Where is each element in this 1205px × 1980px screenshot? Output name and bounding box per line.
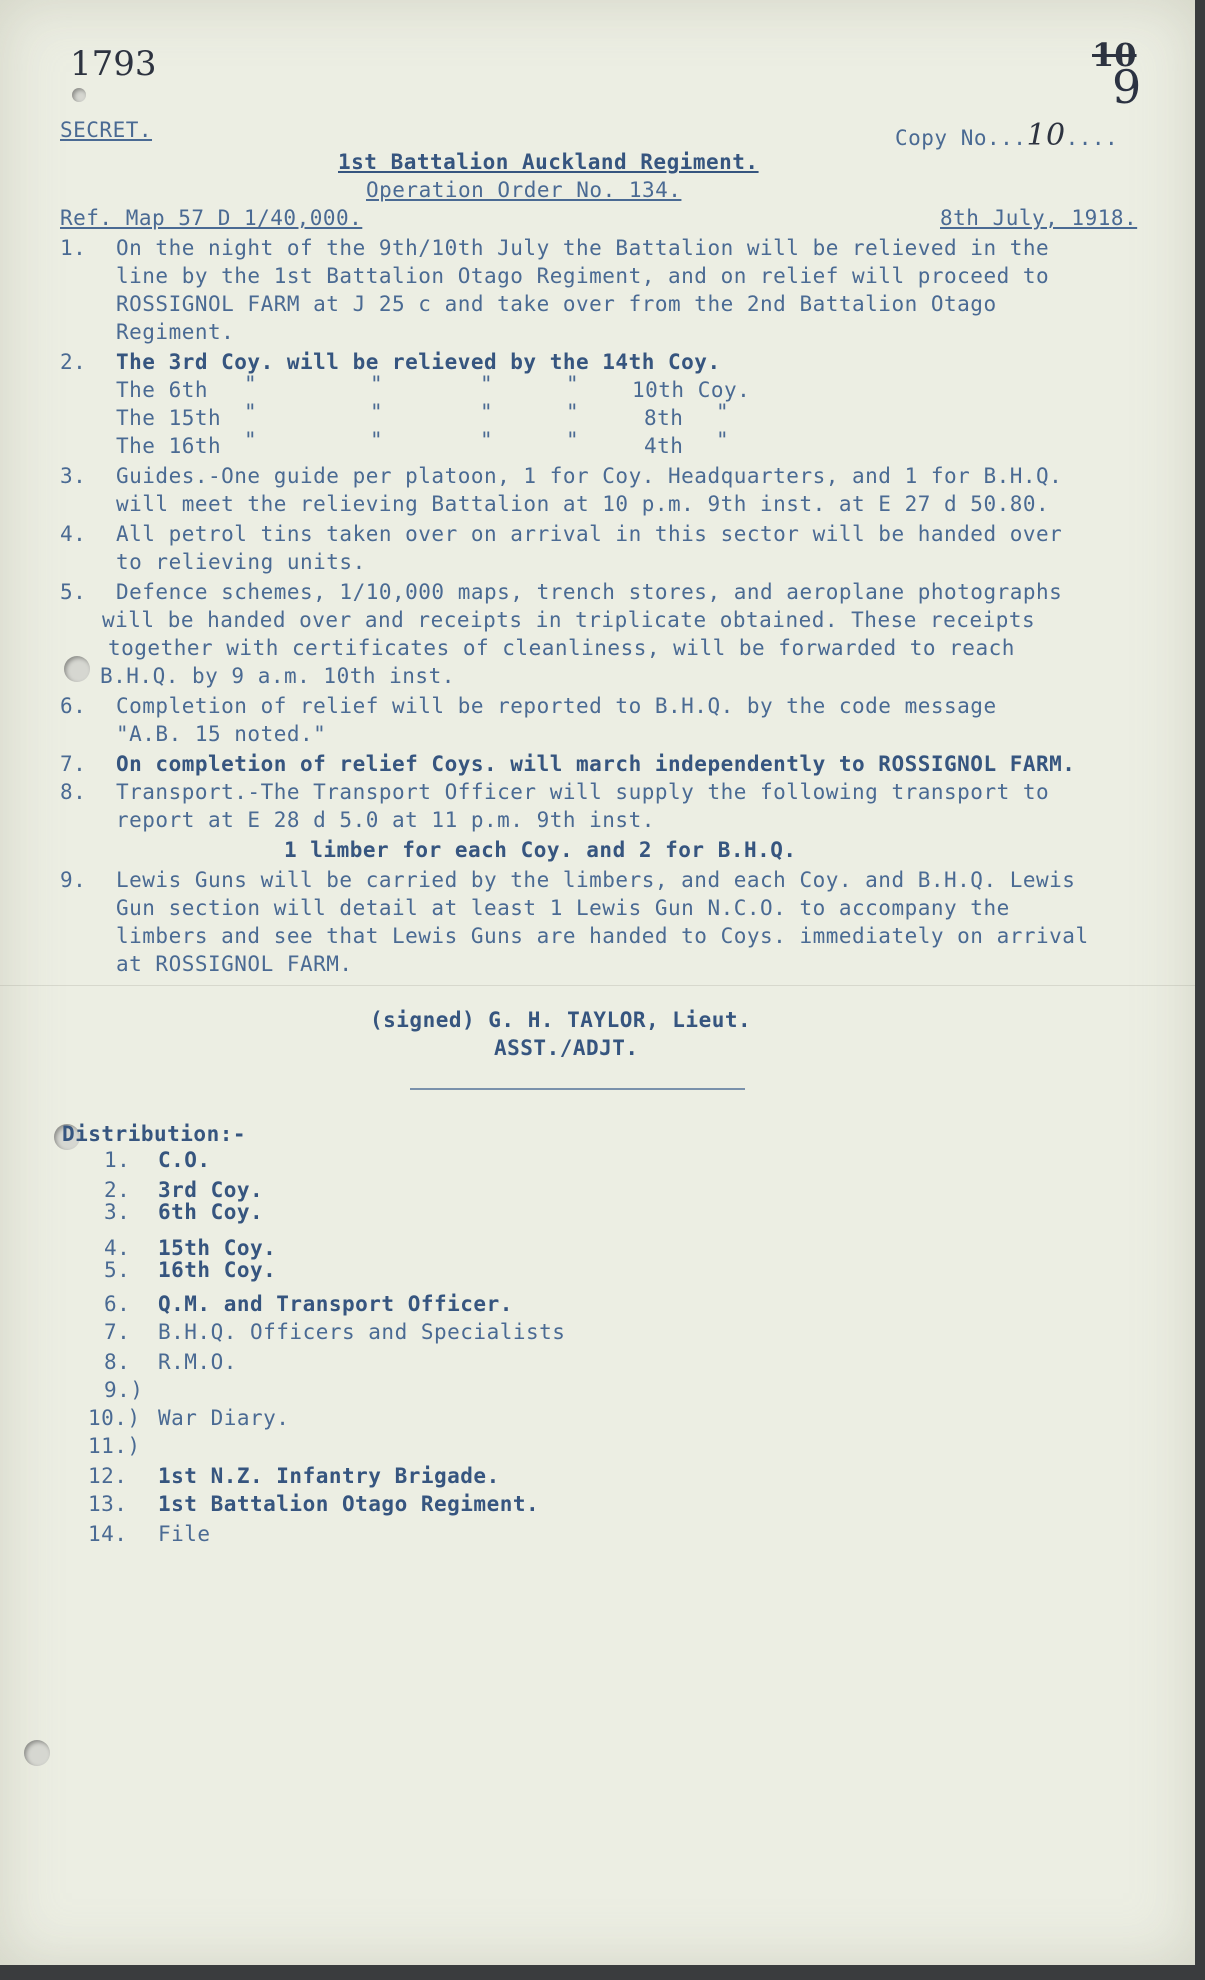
paragraph-line: will be handed over and receipts in triplicate obtained. These receipts xyxy=(102,608,1036,632)
punch-hole xyxy=(72,88,86,102)
relief-from: The 6th xyxy=(116,378,209,402)
distribution-label: Distribution:- xyxy=(62,1122,247,1146)
paragraph-line: On completion of relief Coys. will march independently to ROSSIGNOL FARM. xyxy=(116,752,1076,776)
paragraph-line: Defence schemes, 1/10,000 maps, trench stores, and aeroplane photographs xyxy=(116,580,1063,604)
paragraph-number: 8. xyxy=(60,780,87,804)
paragraph-line: at ROSSIGNOL FARM. xyxy=(116,952,353,976)
ditto-mark: " xyxy=(370,372,384,396)
punch-hole xyxy=(64,656,90,682)
distribution-item: 1st Battalion Otago Regiment. xyxy=(158,1492,540,1516)
ditto-mark: " xyxy=(370,428,384,452)
distribution-number: 1. xyxy=(104,1148,131,1172)
copy-no-dots: .... xyxy=(1065,126,1119,150)
ditto-mark: " xyxy=(244,428,258,452)
distribution-number: 4. xyxy=(104,1236,131,1260)
ditto-mark: " xyxy=(716,428,730,452)
paragraph-line: Lewis Guns will be carried by the limbers, and each Coy. and B.H.Q. Lewis xyxy=(116,868,1076,892)
paragraph-number: 5. xyxy=(60,580,87,604)
ditto-mark: " xyxy=(244,400,258,424)
paragraph-line: together with certificates of cleanliness, will be forwarded to reach xyxy=(108,636,1015,660)
copy-number-label xyxy=(895,118,1118,153)
paragraph-line: Gun section will detail at least 1 Lewis Gun N.C.O. to accompany the xyxy=(116,896,1010,920)
distribution-number: 7. xyxy=(104,1320,131,1344)
reference-map: Ref. Map 57 D 1/40,000. xyxy=(60,206,363,230)
document-subtitle: Operation Order No. 134. xyxy=(366,178,682,202)
distribution-number: 11.) xyxy=(88,1434,141,1458)
distribution-item: 16th Coy. xyxy=(158,1258,277,1282)
paragraph-line: limbers and see that Lewis Guns are handed to Coys. immediately on arrival xyxy=(116,924,1089,948)
scan-background-strip xyxy=(0,1965,1205,1980)
paragraph-line: line by the 1st Battalion Otago Regiment, and on relief will proceed to xyxy=(116,264,1050,288)
distribution-item: 6th Coy. xyxy=(158,1200,264,1224)
paragraph-line: Regiment. xyxy=(116,320,235,344)
distribution-item: 15th Coy. xyxy=(158,1236,277,1260)
ditto-mark: " xyxy=(370,400,384,424)
distribution-item: War Diary. xyxy=(158,1406,290,1430)
paragraph-line: On the night of the 9th/10th July the Battalion will be relieved in the xyxy=(116,236,1050,260)
signature: (signed) G. H. TAYLOR, Lieut. xyxy=(370,1008,752,1032)
ditto-mark: " xyxy=(480,400,494,424)
paragraph-number: 3. xyxy=(60,464,87,488)
relief-to: 10th Coy. xyxy=(632,378,751,402)
paragraph-number: 2. xyxy=(60,350,87,374)
distribution-number: 12. xyxy=(88,1464,128,1488)
classification: SECRET. xyxy=(60,118,153,142)
distribution-number: 3. xyxy=(104,1200,131,1224)
copy-no-value: 10 xyxy=(1026,118,1066,153)
paragraph-number: 4. xyxy=(60,522,87,546)
document-title: 1st Battalion Auckland Regiment. xyxy=(338,150,759,174)
distribution-number: 9.) xyxy=(104,1378,144,1402)
ditto-mark: " xyxy=(480,372,494,396)
paragraph-number: 7. xyxy=(60,752,87,776)
document-date: 8th July, 1918. xyxy=(940,206,1138,230)
paragraph-line: "A.B. 15 noted." xyxy=(116,722,327,746)
paragraph-line: B.H.Q. by 9 a.m. 10th inst. xyxy=(100,664,455,688)
paragraph-line: report at E 28 d 5.0 at 11 p.m. 9th inst. xyxy=(116,808,655,832)
paragraph-line: All petrol tins taken over on arrival in this sector will be handed over xyxy=(116,522,1063,546)
relief-from: The 15th xyxy=(116,406,222,430)
fold-line xyxy=(0,985,1195,986)
paragraph-line: will meet the relieving Battalion at 10 p.m. 9th inst. at E 27 d 50.80. xyxy=(116,492,1050,516)
ditto-mark: " xyxy=(480,428,494,452)
paragraph-line: to relieving units. xyxy=(116,550,366,574)
distribution-number: 2. xyxy=(104,1178,131,1202)
relief-to: 8th xyxy=(644,406,684,430)
distribution-number: 14. xyxy=(88,1522,128,1546)
divider-rule xyxy=(410,1088,745,1090)
relief-from: The 16th xyxy=(116,434,222,458)
paragraph-line: Guides.-One guide per platoon, 1 for Coy. Headquarters, and 1 for B.H.Q. xyxy=(116,464,1063,488)
ditto-mark: " xyxy=(566,372,580,396)
distribution-number: 10.) xyxy=(88,1406,141,1430)
paragraph-line: Transport.-The Transport Officer will supply the following transport to xyxy=(116,780,1050,804)
distribution-item: R.M.O. xyxy=(158,1350,237,1374)
distribution-item: 1st N.Z. Infantry Brigade. xyxy=(158,1464,500,1488)
archive-number: 1793 xyxy=(70,44,157,84)
corner-number-corrected: 9 xyxy=(1112,60,1142,114)
ditto-mark: " xyxy=(244,372,258,396)
distribution-number: 8. xyxy=(104,1350,131,1374)
paragraph-line: ROSSIGNOL FARM at J 25 c and take over from the 2nd Battalion Otago xyxy=(116,292,997,316)
paragraph-line: The 3rd Coy. will be relieved by the 14th Coy. xyxy=(116,350,721,374)
ditto-mark: " xyxy=(716,400,730,424)
distribution-item: B.H.Q. Officers and Specialists xyxy=(158,1320,566,1344)
relief-to: 4th xyxy=(644,434,684,458)
distribution-number: 5. xyxy=(104,1258,131,1282)
distribution-number: 6. xyxy=(104,1292,131,1316)
paragraph-number: 9. xyxy=(60,868,87,892)
distribution-item: 3rd Coy. xyxy=(158,1178,264,1202)
distribution-item: File xyxy=(158,1522,211,1546)
paragraph-line: 1 limber for each Coy. and 2 for B.H.Q. xyxy=(284,838,797,862)
paragraph-line: Completion of relief will be reported to B.H.Q. by the code message xyxy=(116,694,997,718)
punch-hole xyxy=(24,1740,50,1766)
distribution-item: Q.M. and Transport Officer. xyxy=(158,1292,513,1316)
paragraph-number: 1. xyxy=(60,236,87,260)
copy-no-label: Copy No... xyxy=(895,126,1027,150)
ditto-mark: " xyxy=(566,400,580,424)
distribution-number: 13. xyxy=(88,1492,128,1516)
corner-number: 10 xyxy=(1092,36,1137,74)
ditto-mark: " xyxy=(566,428,580,452)
paragraph-number: 6. xyxy=(60,694,87,718)
signature-title: ASST./ADJT. xyxy=(494,1036,639,1060)
distribution-item: C.O. xyxy=(158,1148,211,1172)
